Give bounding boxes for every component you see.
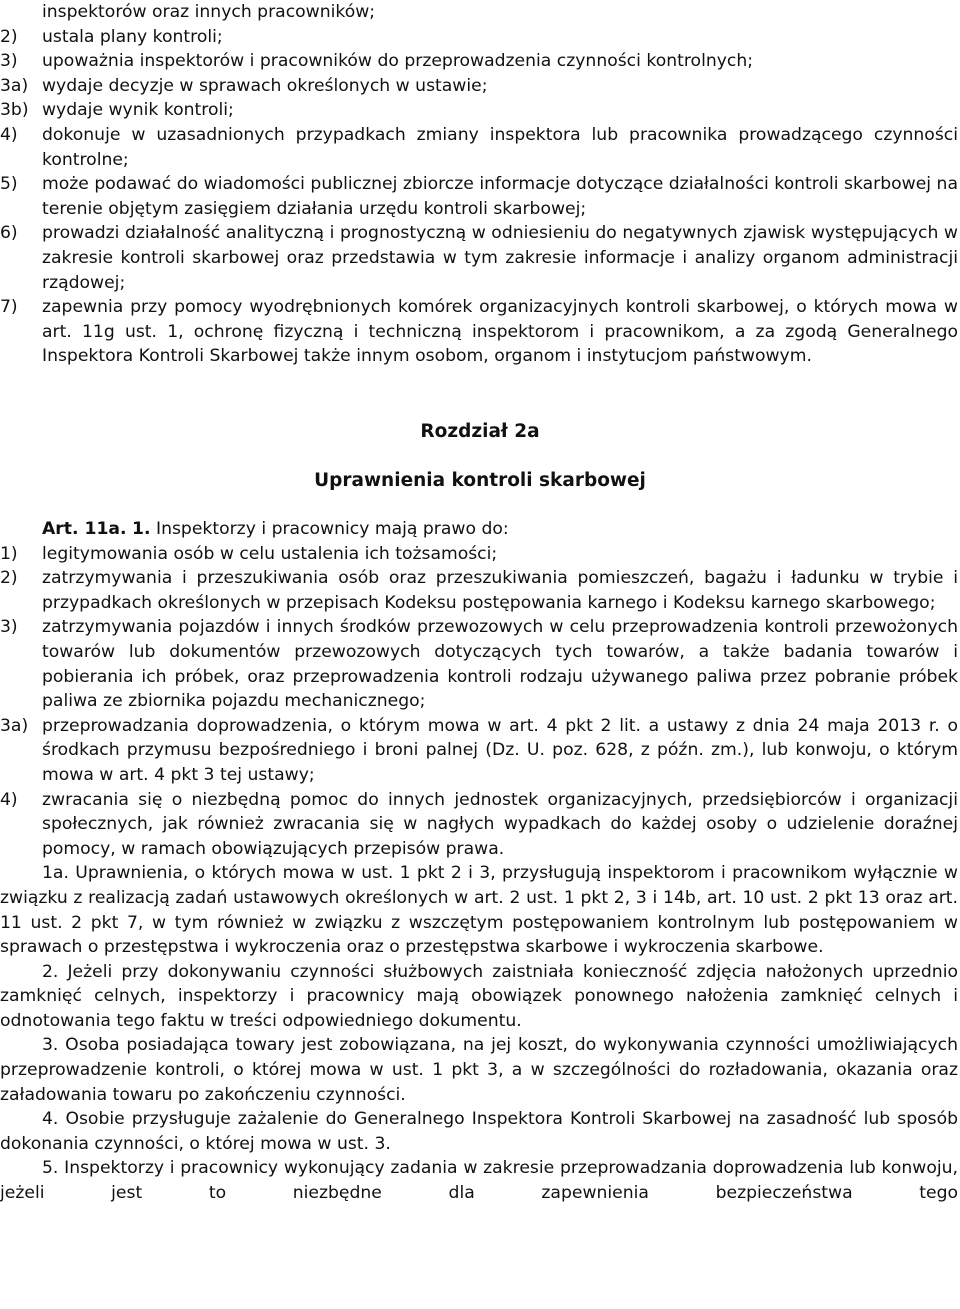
list-item-number: 2): [0, 26, 18, 47]
paragraph-3: 3. Osoba posiadająca towary jest zobowiązana, na jej koszt, do wykonywania czynności umożliwiających przeprowadzenie kontroli, o której mowa w ust. 1 pkt 3, a w szczególności do rozładowania, okazania oraz załadowania towaru po zakończeniu czynności.: [0, 1035, 958, 1105]
list-item-text: wydaje decyzje w sprawach określonych w ustawie;: [42, 75, 488, 96]
chapter-number: Rozdział 2a: [420, 421, 540, 442]
list-item-number: 3): [0, 617, 18, 638]
list-item-text: może podawać do wiadomości publicznej zbiorcze informacje dotyczące działalności kontroli skarbowej na terenie objętym zasięgiem działania urzędu kontroli skarbowej;: [42, 174, 958, 219]
list-item-number: 2): [0, 568, 18, 589]
paragraph-number: 1.: [132, 519, 151, 539]
list-item-number: 3): [0, 51, 18, 72]
list-item-number: 7): [0, 297, 18, 318]
list-item: [0, 25, 958, 50]
list-item-text: prowadzi działalność analityczną i prognostyczną w odniesieniu do negatywnych zjawisk występujących w zakresie kontroli skarbowej oraz przedstawia w tym zakresie informacje i analizy organom administracji rządowej;: [42, 223, 958, 293]
list-item-number: 6): [0, 223, 18, 244]
list-item: [0, 74, 958, 99]
list-item-text: zapewnia przy pomocy wyodrębnionych komórek organizacyjnych kontroli skarbowej, o których mowa w art. 11g ust. 1, ochronę fizyczną i techniczną inspektorom i pracownikom, a za zgodą Generalnego Inspektora Kontroli Skarbowej także innym osobom, organom i instytucjom państwowym.: [42, 297, 958, 367]
list-item-number: 4): [0, 124, 18, 145]
list-item: [0, 615, 958, 713]
list-item-text: ustala plany kontroli;: [42, 26, 223, 47]
paragraph-4: 4. Osobie przysługuje zażalenie do Generalnego Inspektora Kontroli Skarbowej na zasadność lub sposób dokonania czynności, o której mowa w ust. 3.: [0, 1109, 958, 1154]
list-item: [0, 295, 958, 369]
article-label: Art. 11a.: [42, 519, 127, 539]
list-item-number: 3a): [0, 715, 29, 736]
article-heading: [0, 517, 958, 542]
list-item: [0, 788, 958, 862]
list-item-text: inspektorów oraz innych pracowników;: [42, 2, 376, 22]
paragraph-2: 2. Jeżeli przy dokonywaniu czynności służbowych zaistniała konieczność zdjęcia nałożonych uprzednio zamknięć celnych, inspektorzy i pracownicy mają obowiązek ponownego nałożenia zamknięć celnych i odnotowania tego faktu w treści odpowiedniego dokumentu.: [0, 961, 958, 1031]
chapter-title: Uprawnienia kontroli skarbowej: [314, 470, 646, 491]
duties-list: [0, 0, 958, 369]
list-item: [0, 542, 958, 567]
list-item-number: 3b): [0, 100, 29, 121]
list-item-continued: [0, 0, 958, 25]
list-item-text: dokonuje w uzasadnionych przypadkach zmiany inspektora lub pracownika prowadzącego czynności kontrolne;: [42, 124, 958, 170]
list-item-text: wydaje wynik kontroli;: [42, 100, 234, 121]
list-item-text: zwracania się o niezbędną pomoc do innych jednostek organizacyjnych, przedsiębiorców i organizacji społecznych, jak również zwracania się w nagłych wypadkach do każdej osoby o udzielenie doraźnej pomocy, w ramach obowiązujących przepisów prawa.: [42, 789, 958, 859]
list-item-text: zatrzymywania pojazdów i innych środków przewozowych w celu przeprowadzenia kontroli przewożonych towarów lub dokumentów przewozowych dotyczących tych towarów, a także badania towarów i pobierania ich próbek, oraz przeprowadzenia kontroli rodzaju używanego paliwa przez pobranie próbek paliwa ze zbiornika pojazdu mechanicznego;: [42, 617, 958, 712]
list-item-number: 1): [0, 543, 18, 564]
list-item: [0, 123, 958, 172]
list-item: [0, 714, 958, 788]
paragraph-1a: 1a. Uprawnienia, o których mowa w ust. 1 pkt 2 i 3, przysługują inspektorom i pracownikom wyłącznie w związku z realizacją zadań ustawowych określonych w art. 2 ust. 1 pkt 2, 3 i 14b, art. 10 ust. 2 pkt 13 oraz art. 11 ust. 2 pkt 7, w tym również w związku z wszczętym postępowaniem kontrolnym lub postępowaniem w sprawach o przestępstwa i wykroczenia oraz o przestępstwa skarbowe i wykroczenia skarbowe.: [0, 863, 958, 958]
list-item: [0, 172, 958, 221]
paragraph-intro: Inspektorzy i pracownicy mają prawo do:: [156, 519, 509, 539]
list-item-text: zatrzymywania i przeszukiwania osób oraz przeszukiwania pomieszczeń, bagażu i ładunku w trybie i przypadkach określonych w przepisach Kodeksu postępowania karnego i Kodeksu karnego skarbowego;: [42, 568, 958, 613]
list-item: [0, 221, 958, 295]
article-11a: [0, 517, 958, 1206]
list-item-number: 3a): [0, 75, 29, 96]
list-item-text: legitymowania osób w celu ustalenia ich tożsamości;: [42, 543, 498, 564]
paragraph-5: 5. Inspektorzy i pracownicy wykonujący zadania w zakresie przeprowadzania doprowadzenia lub konwoju, jeżeli jest to niezbędne dla zapewnienia bezpieczeństwa tego: [0, 1158, 958, 1204]
list-item-number: 4): [0, 789, 18, 810]
list-item-number: 5): [0, 174, 18, 195]
list-item: [0, 566, 958, 615]
list-item: [0, 49, 958, 74]
list-item-text: przeprowadzania doprowadzenia, o którym mowa w art. 4 pkt 2 lit. a ustawy z dnia 24 maja 2013 r. o środkach przymusu bezpośredniego i broni palnej (Dz. U. poz. 628, z późn. zm.), lub konwoju, o którym mowa w art. 4 pkt 3 tej ustawy;: [42, 715, 958, 785]
list-item-text: upoważnia inspektorów i pracowników do przeprowadzenia czynności kontrolnych;: [42, 51, 754, 72]
list-item: [0, 98, 958, 123]
